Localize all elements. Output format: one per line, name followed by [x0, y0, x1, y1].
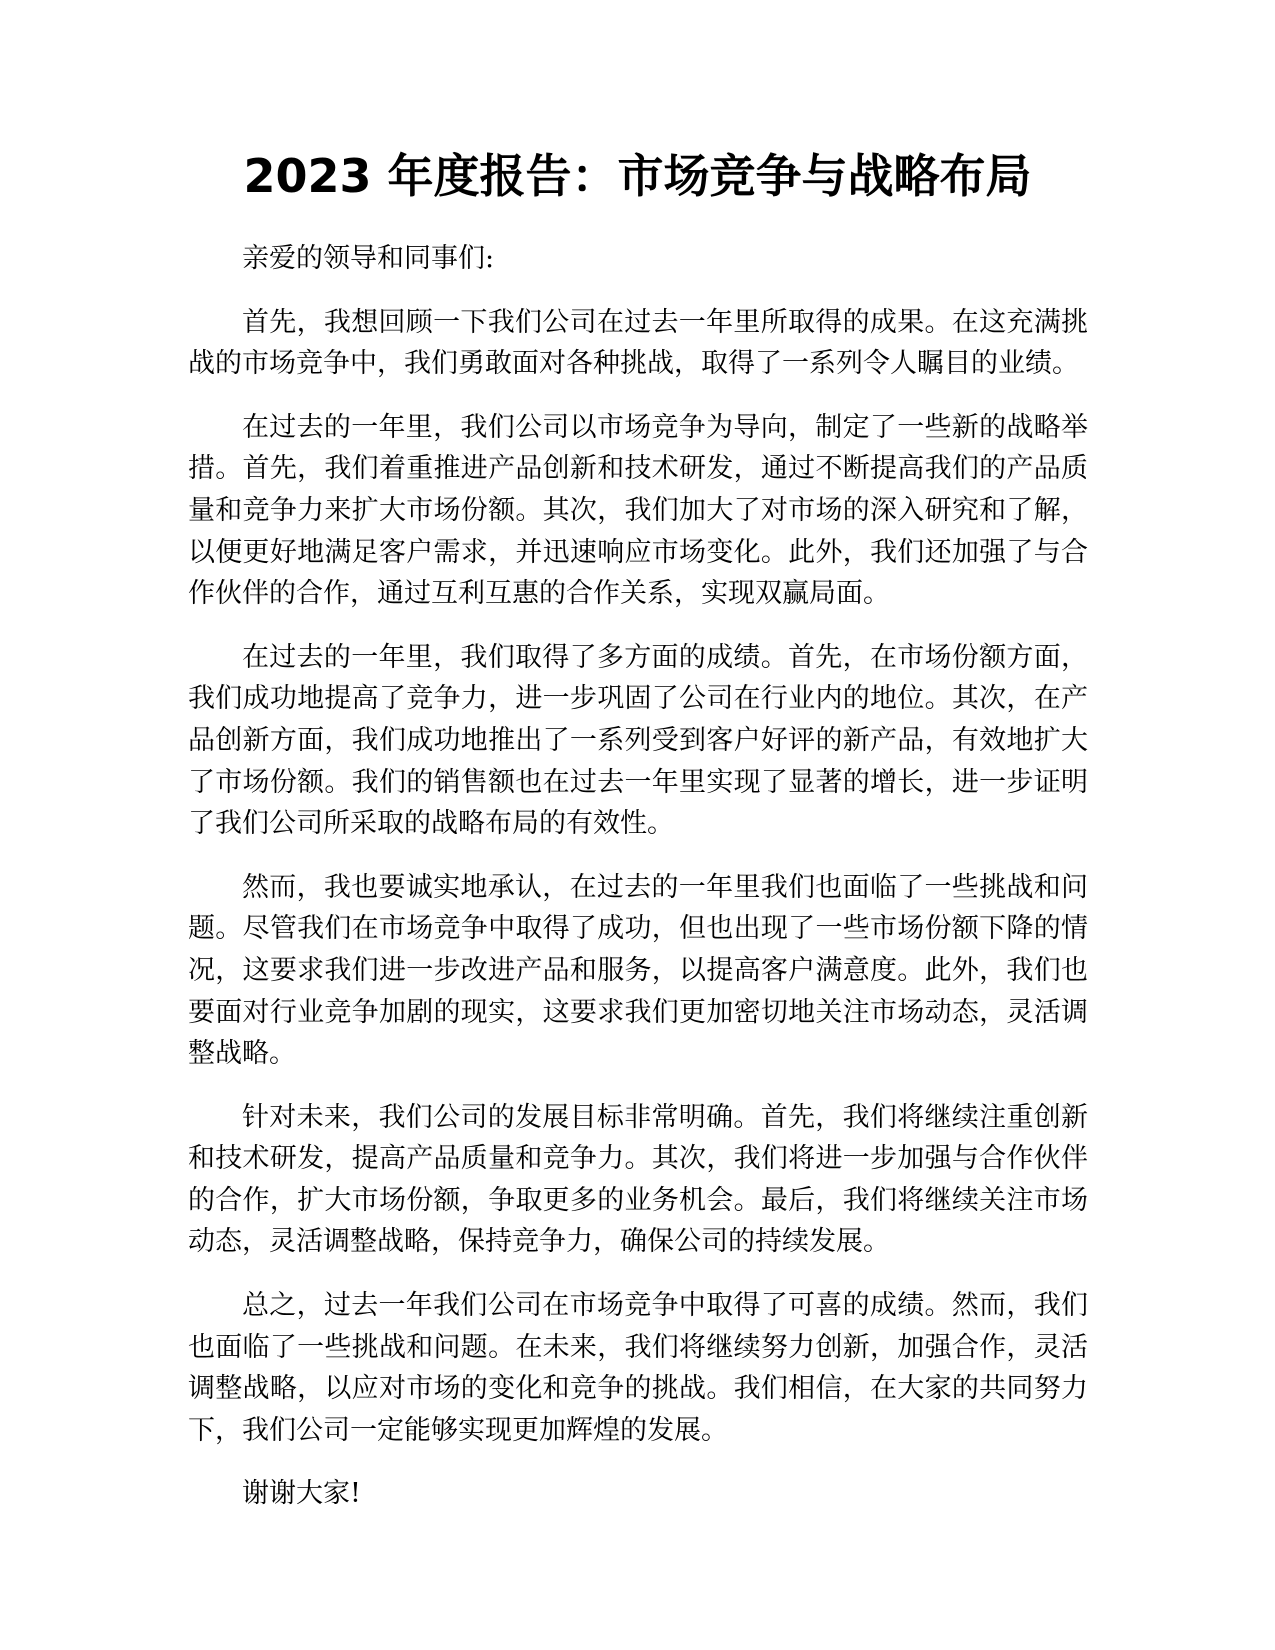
closing-paragraph: 谢谢大家!	[242, 1478, 361, 1510]
salutation-paragraph: 亲爱的领导和同事们:	[242, 243, 495, 274]
body-paragraph: 在过去的一年里，我们取得了多方面的成绩。首先，在市场份额方面，我们成功地提高了竞争力，进一步巩固了公司在行业内的地位。其次，在产品创新方面，我们成功地推出了一系列受到客户好评的新产品，有效地扩大了市场份额。我们的销售额也在过去一年里实现了显著的增长，进一步证明了我们公司所采取的战略布局的有效性。	[188, 641, 1088, 840]
body-paragraph: 在过去的一年里，我们公司以市场竞争为导向，制定了一些新的战略举措。首先，我们着重推进产品创新和技术研发，通过不断提高我们的产品质量和竞争力来扩大市场份额。其次，我们加大了对市场的深入研究和了解，以便更好地满足客户需求，并迅速响应市场变化。此外，我们还加强了与合作伙伴的合作，通过互利互惠的合作关系，实现双赢局面。	[188, 411, 1088, 610]
document-body	[188, 238, 1088, 1537]
body-paragraph: 总之，过去一年我们公司在市场竞争中取得了可喜的成绩。然而，我们也面临了一些挑战和问题。在未来，我们将继续努力创新，加强合作，灵活调整战略，以应对市场的变化和竞争的挑战。我们相信，在大家的共同努力下，我们公司一定能够实现更加辉煌的发展。	[188, 1290, 1088, 1446]
document-title: 2023 年度报告：市场竞争与战略布局	[243, 149, 1032, 203]
body-paragraph: 首先，我想回顾一下我们公司在过去一年里所取得的成果。在这充满挑战的市场竞争中，我们勇敢面对各种挑战，取得了一系列令人瞩目的业绩。	[188, 306, 1088, 380]
body-paragraph: 然而，我也要诚实地承认，在过去的一年里我们也面临了一些挑战和问题。尽管我们在市场竞争中取得了成功，但也出现了一些市场份额下降的情况，这要求我们进一步改进产品和服务，以提高客户满意度。此外，我们也要面对行业竞争加剧的现实，这要求我们更加密切地关注市场动态，灵活调整战略。	[188, 871, 1088, 1070]
body-paragraph: 针对未来，我们公司的发展目标非常明确。首先，我们将继续注重创新和技术研发，提高产品质量和竞争力。其次，我们将进一步加强与合作伙伴的合作，扩大市场份额，争取更多的业务机会。最后，我们将继续关注市场动态，灵活调整战略，保持竞争力，确保公司的持续发展。	[188, 1101, 1088, 1258]
